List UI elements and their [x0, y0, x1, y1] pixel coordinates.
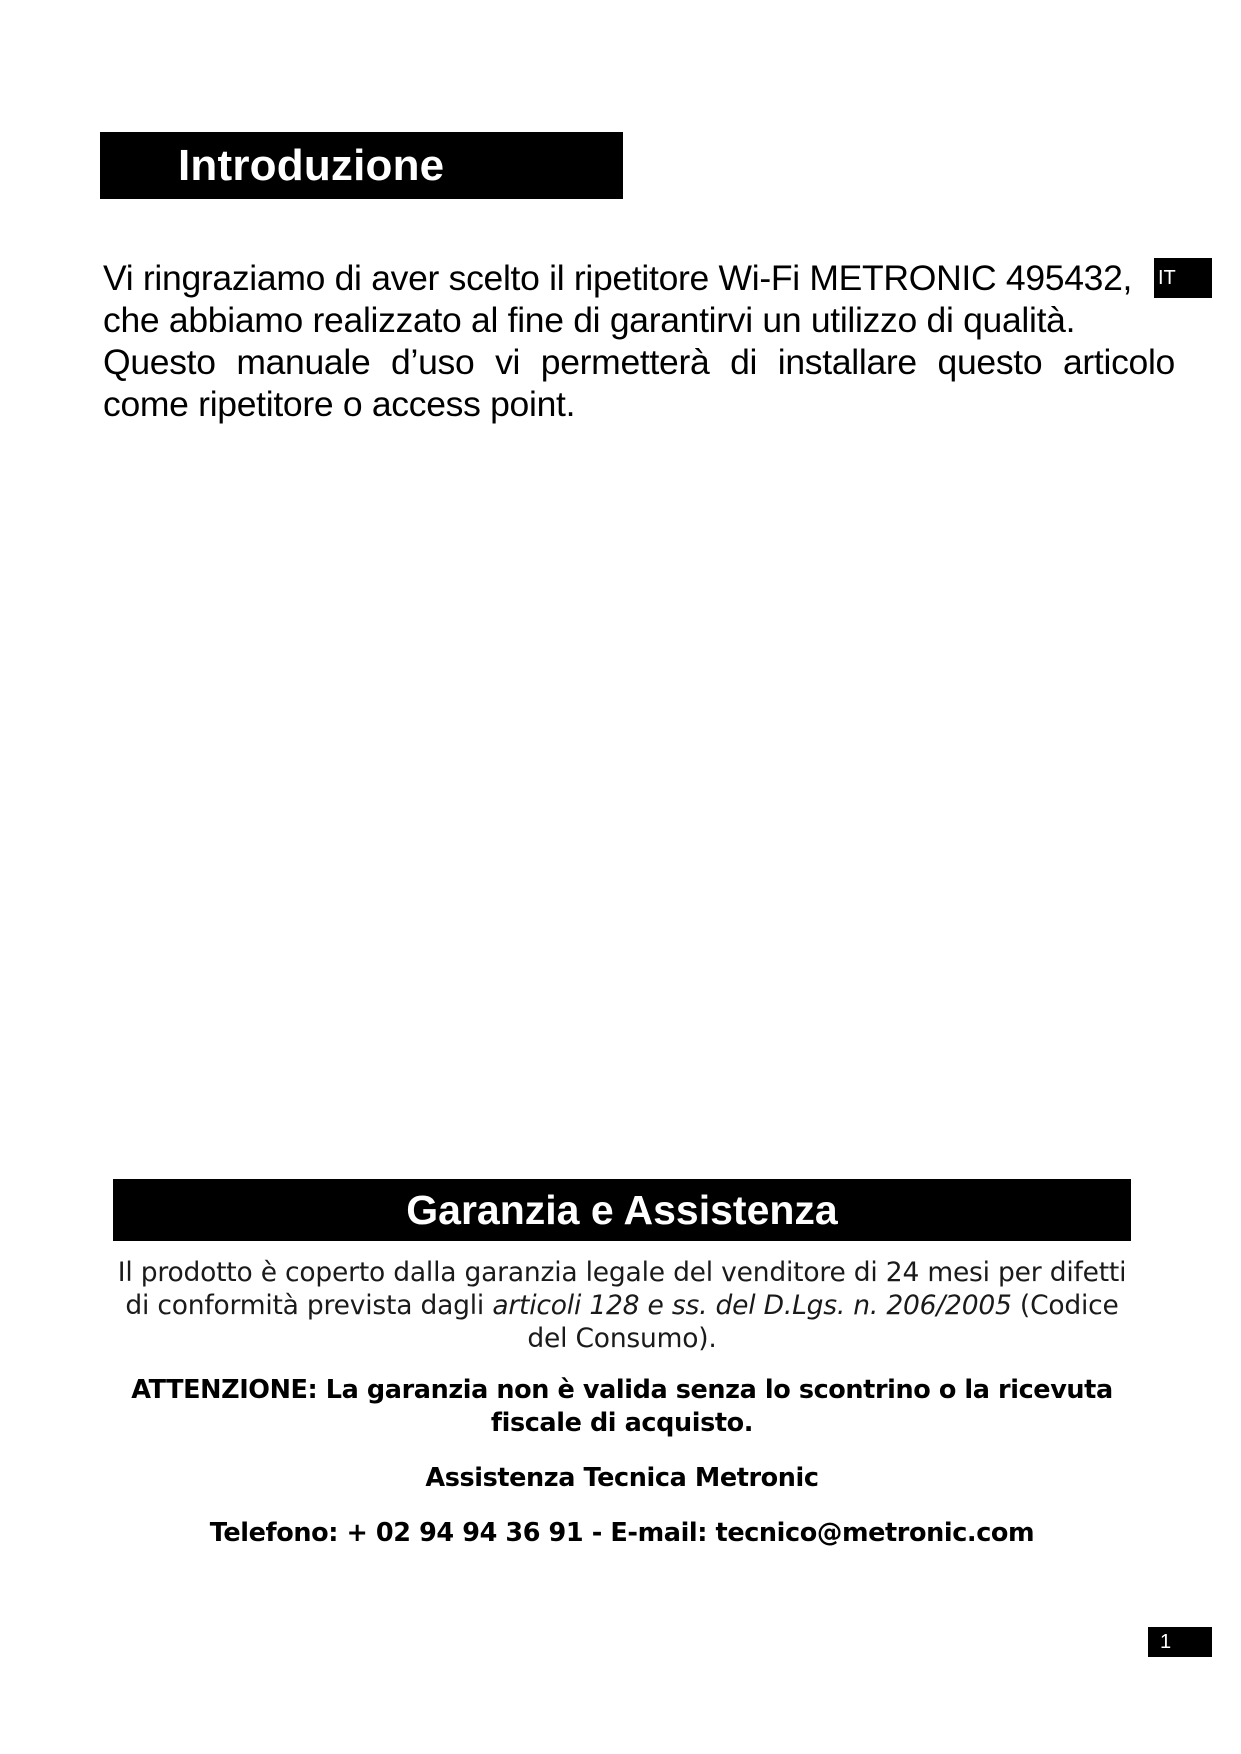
introduction-line: che abbiamo realizzato al fine di garantirvi un utilizzo di qualità. [103, 300, 1076, 340]
introduction-paragraph [103, 257, 1175, 425]
language-badge: IT [1154, 258, 1212, 298]
introduction-heading-bar [100, 132, 623, 199]
warranty-heading: Garanzia e Assistenza [406, 1187, 838, 1233]
introduction-line: come ripetitore o access point. [103, 384, 576, 424]
warranty-text-part2: (Codice del Consumo). [527, 1290, 1119, 1354]
warranty-law-reference: articoli 128 e ss. del D.Lgs. n. 206/2005 [492, 1290, 1012, 1321]
introduction-line: Vi ringraziamo di aver scelto il ripetitore Wi-Fi METRONIC 495432, [103, 258, 1133, 298]
page-number: 1 [1148, 1627, 1212, 1657]
attention-notice: ATTENZIONE: La garanzia non è valida senza lo scontrino o la ricevuta fiscale di acquisto. [131, 1375, 1113, 1438]
introduction-line: Questo manuale d’uso vi permetterà di installare questo articolo [103, 342, 1175, 382]
assistance-title: Assistenza Tecnica Metronic [425, 1463, 819, 1493]
contact-info: Telefono: + 02 94 94 36 91 - E-mail: tecnico@metronic.com [209, 1518, 1035, 1548]
warranty-heading-bar [113, 1179, 1131, 1241]
introduction-heading: Introduzione [178, 141, 445, 190]
warranty-paragraph [113, 1256, 1131, 1355]
warranty-text-part1: Il prodotto è coperto dalla garanzia legale del venditore di 24 mesi per difetti di conformità prevista dagli [117, 1257, 1127, 1321]
